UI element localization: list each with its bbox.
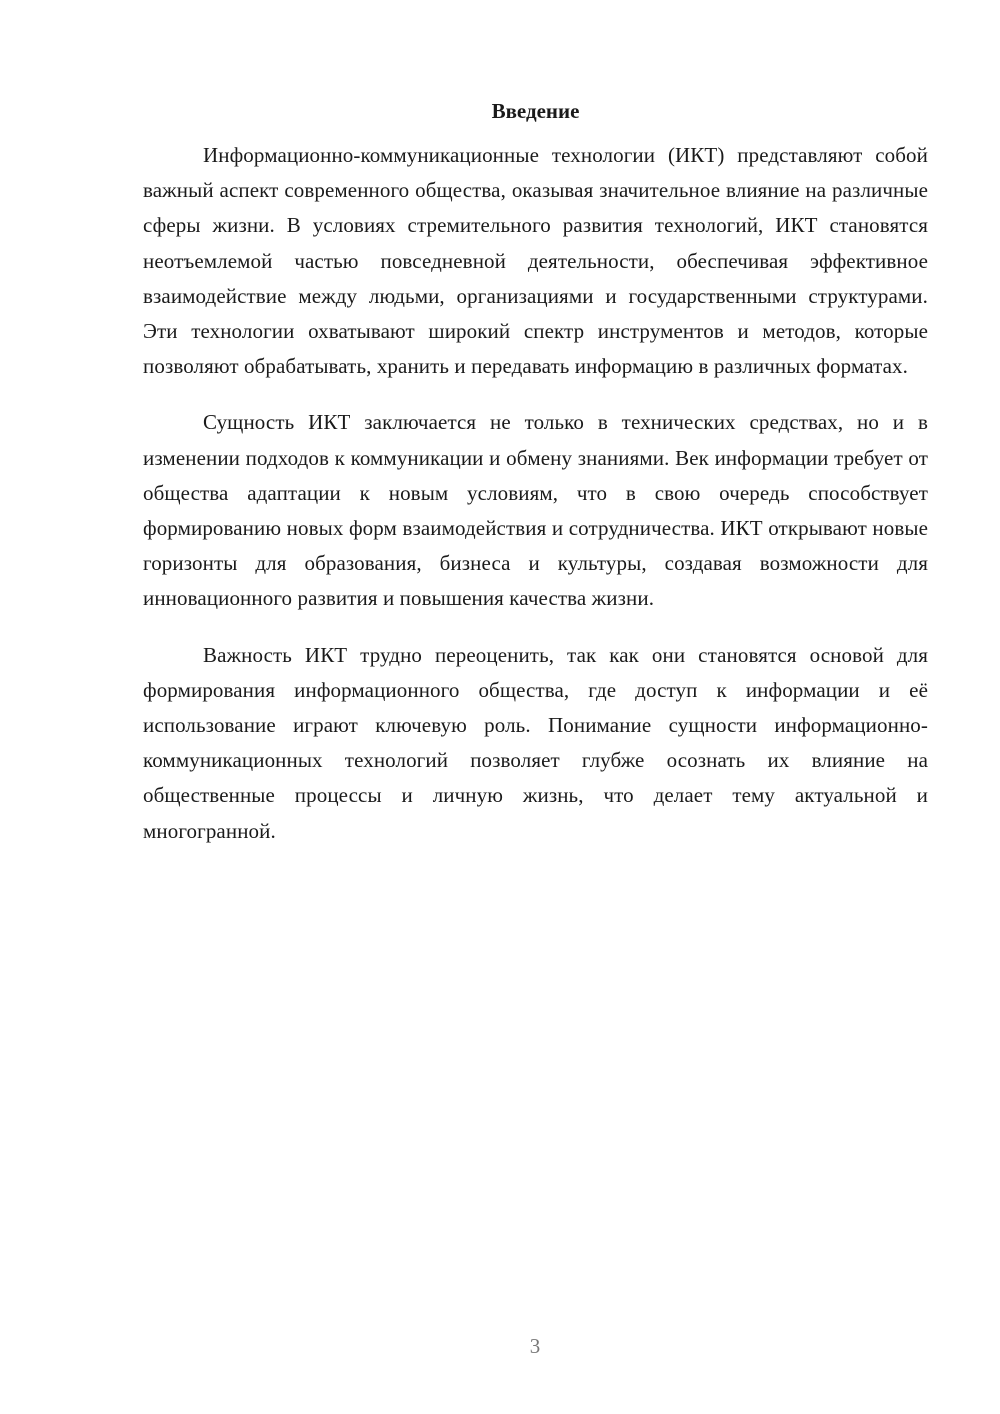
paragraph-1: Информационно-коммуникационные технологии (ИКТ) представляют собой важный аспект современного общества, оказывая значительное влияние на различные сферы жизни. В условиях стремительного развития технологий, ИКТ становятся неотъемлемой частью повседневной деятельности, обеспечивая эффективное взаимодействие между людьми, организациями и государственными структурами. Эти технологии охватывают широкий спектр инструментов и методов, которые позволяют обрабатывать, хранить и передавать информацию в различных форматах. (143, 143, 928, 379)
page-content (143, 96, 928, 870)
page-title: Введение (491, 99, 580, 123)
paragraph-3: Важность ИКТ трудно переоценить, так как они становятся основой для формирования информационного общества, где доступ к информации и её использование играют ключевую роль. Понимание сущности информационно-коммуникационных технологий позволяет глубже осознать их влияние на общественные процессы и личную жизнь, что делает тему актуальной и многогранной. (143, 642, 928, 843)
paragraph-2: Сущность ИКТ заключается не только в технических средствах, но и в изменении подходов к коммуникации и обмену знаниями. Век информации требует от общества адаптации к новым условиям, что в свою очередь способствует формированию новых форм взаимодействия и сотрудничества. ИКТ открывают новые горизонты для образования, бизнеса и культуры, создавая возможности для инновационного развития и повышения качества жизни. (143, 410, 928, 611)
page-number: 3 (529, 1334, 541, 1358)
